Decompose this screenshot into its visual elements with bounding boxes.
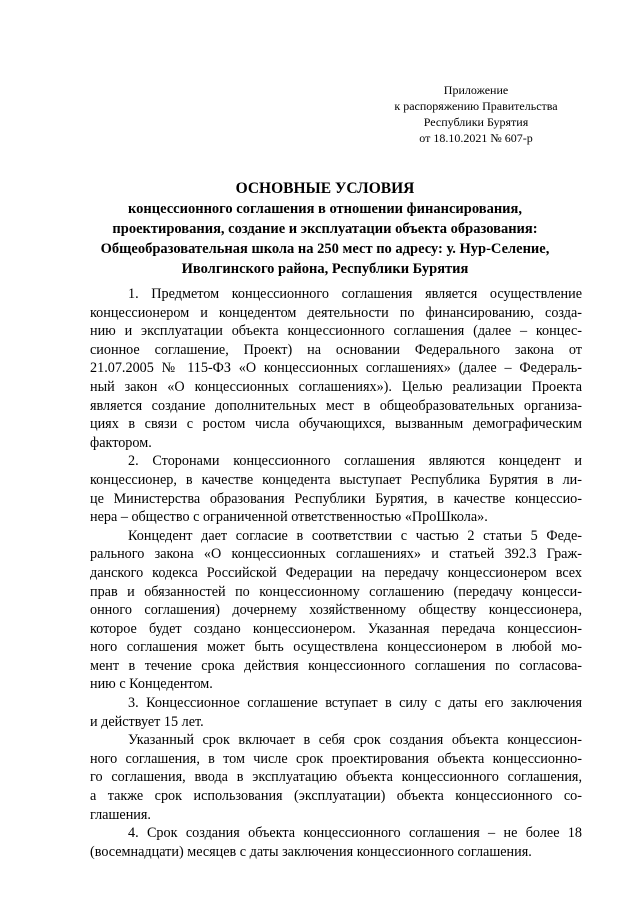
paragraph-line: нию с Концедентом. xyxy=(90,676,213,693)
document-title xyxy=(60,179,590,279)
paragraph-line: фактором. xyxy=(90,434,152,451)
paragraph-line: нера – общество с ограниченной ответственностью «ПроШкола». xyxy=(90,509,488,526)
title-subline: Общеобразовательная школа на 250 мест по адресу: у. Нур-Селение, xyxy=(100,241,550,257)
appendix-line: к распоряжению Правительства xyxy=(394,99,558,113)
paragraph-line: концессионером и концедентом деятельности по финансированию, созда- xyxy=(90,304,582,321)
title-subline: проектирования, создание и эксплуатации объекта образования: xyxy=(112,221,538,237)
paragraph-line: глашения. xyxy=(90,806,151,823)
paragraph xyxy=(90,452,582,526)
paragraph xyxy=(90,285,582,452)
paragraph-line: це Министерства образования Республики Бурятия, в качестве концессио- xyxy=(90,490,582,507)
paragraph-line: ного соглашения может быть осуществлена концессионером в любой мо- xyxy=(90,639,582,656)
paragraph-line: 4. Срок создания объекта концессионного соглашения – не более 18 xyxy=(128,825,582,842)
paragraph-line: сионное соглашение, Проект) на основании Федерального закона от xyxy=(90,341,582,358)
paragraph-line: (восемнадцати) месяцев с даты заключения концессионного соглашения. xyxy=(90,843,532,860)
paragraph-line: и действует 15 лет. xyxy=(90,713,204,730)
paragraph-line: 1. Предметом концессионного соглашения является осуществление xyxy=(128,286,582,302)
appendix-line: Республики Бурятия xyxy=(423,115,529,129)
paragraph-line: рального закона «О концессионных соглашениях» и статьей 392.3 Граж- xyxy=(90,546,582,563)
paragraph-line: а также срок использования (эксплуатации) объекта концессионного со- xyxy=(90,788,582,805)
paragraph xyxy=(90,527,582,694)
paragraph-line: циях в связи с ростом числа обучающихся, вызванным демографическим xyxy=(90,416,582,433)
paragraph-line: прав и обязанностей по концессионному соглашению (передачу концесси- xyxy=(90,583,582,600)
paragraph-line: го соглашения, ввода в эксплуатацию объекта концессионного соглашения, xyxy=(90,769,582,786)
title-subline: Иволгинского района, Республики Бурятия xyxy=(181,261,469,277)
paragraph-line: 2. Сторонами концессионного соглашения являются концедент и xyxy=(128,453,582,470)
paragraph-line: ного соглашения, в том числе срок проектирования объекта концессионно- xyxy=(90,750,582,767)
paragraph xyxy=(90,824,582,861)
paragraph-line: данского кодекса Российской Федерации на передачу концессионером всех xyxy=(90,564,582,581)
paragraph xyxy=(90,694,582,731)
title-subline: концессионного соглашения в отношении финансирования, xyxy=(128,201,522,217)
appendix-line: Приложение xyxy=(443,83,509,97)
paragraph-line: Концедент дает согласие в соответствии с частью 2 статьи 5 Феде- xyxy=(128,527,582,544)
title-heading: ОСНОВНЫЕ УСЛОВИЯ xyxy=(235,180,415,197)
paragraph-line: мент в течение срока действия концессионного соглашения по согласова- xyxy=(90,657,582,674)
paragraph-line: Указанный срок включает в себя срок создания объекта концессион- xyxy=(128,732,582,749)
paragraph-line: которое будет создано концессионером. Указанная передача концессион- xyxy=(90,620,582,637)
paragraph-line: нию и эксплуатации объекта концессионного соглашения (далее – концес- xyxy=(90,323,582,340)
appendix-header xyxy=(383,82,569,146)
paragraph xyxy=(90,731,582,824)
paragraph-line: концессионер, в качестве концедента выступает Республика Бурятия в ли- xyxy=(90,471,582,488)
paragraph-line: ный закон «О концессионных соглашениях»). Целью реализации Проекта xyxy=(90,378,582,395)
paragraph-line: онного соглашения) дочернему хозяйственному обществу концессионера, xyxy=(90,602,582,619)
paragraph-line: 21.07.2005 № 115-ФЗ «О концессионных соглашениях» (далее – Федераль- xyxy=(90,360,582,377)
paragraph-line: является создание дополнительных мест в общеобразовательных организа- xyxy=(90,397,582,414)
paragraph-line: 3. Концессионное соглашение вступает в силу с даты его заключения xyxy=(128,695,582,712)
appendix-date-line: от 18.10.2021 № 607-р xyxy=(419,131,533,145)
document-body xyxy=(90,285,582,861)
